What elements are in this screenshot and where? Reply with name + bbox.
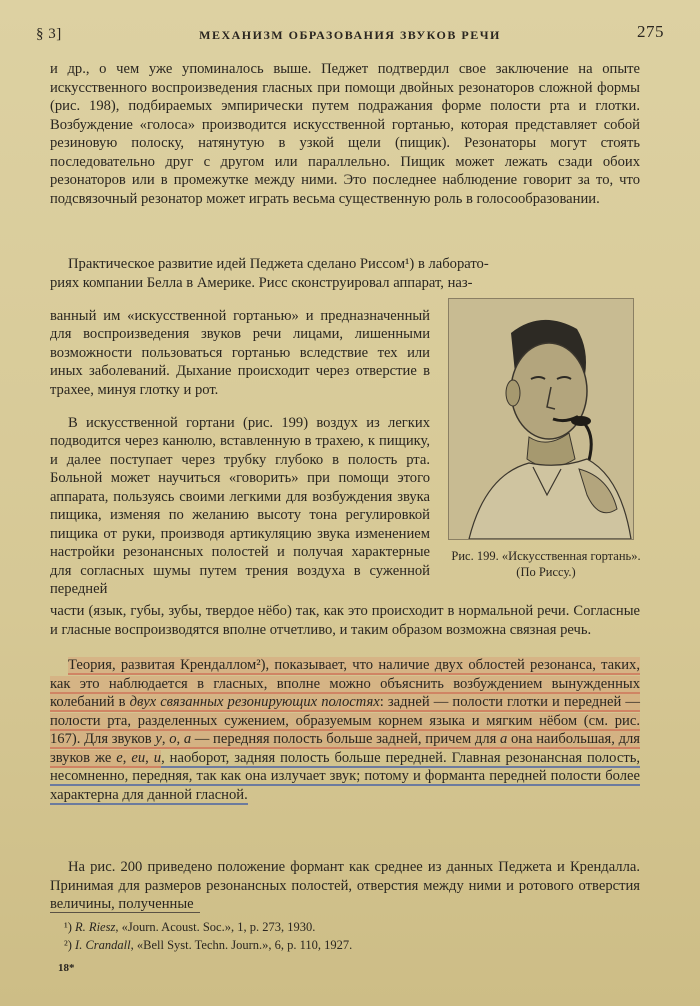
running-header [36, 22, 664, 50]
paragraph-artificial-larynx: В искусственной гортани (рис. 199) воздух из легких подводится через канюлю, вставленную в трахею, к пищику, и далее поступает через трубку глубоко в полость рта. Больной может научиться «говорить» при помощи этого аппарата, пользуясь своими легкими для возбуждения звука пищика, изменяя по желанию высоту тона регулировкой пищика от руки, производя артикуляцию звука изменением настройки резонансных полостей и получая характерные для согласных шумы путем трения воздуха в суженной передней [50, 414, 430, 598]
footnote-2: ²) I. Crandall, «Bell Syst. Techn. Journ.», 6, p. 110, 1927. [64, 938, 353, 952]
highlighted-text: Теория, развитая Крендаллом²), показывает, что наличие двух облостей резонанса, таких, как это наблюдается в гласных, вполне можно объяснить возбуждением вынужденных колебаний в [50, 657, 640, 710]
footnote-rule [50, 912, 200, 913]
paragraph-riesz-intro [50, 255, 640, 292]
footnote-1: ¹) R. Riesz, «Journ. Acoust. Soc.», 1, p. 273, 1930. [64, 920, 316, 934]
paragraph-paget [50, 60, 640, 208]
paragraph-line: Практическое развитие идей Педжета сделано Риссом¹) в лаборато- [68, 256, 489, 272]
footnotes [64, 918, 352, 954]
left-column-text [50, 292, 430, 613]
figure-artificial-larynx [448, 298, 634, 540]
figure-caption: Рис. 199. «Искусственная гортань». (По Риссу.) [451, 549, 641, 579]
paragraph-riesz-continued: ванный им «искусственной гортанью» и предназначенный для воспроизведения звуков речи лицами, лишенными возможности пользоваться гортанью вследствие тех или иных заболеваний. Дыхание происходит через отверстие в трахее, минуя глотку и рот. [50, 307, 430, 398]
page-number: 275 [637, 22, 664, 41]
running-title: МЕХАНИЗМ ОБРАЗОВАНИЯ ЗВУКОВ РЕЧИ [199, 28, 501, 42]
italic-term: двух связанных резонирующих полостях [129, 694, 380, 710]
underlined-text: , наоборот, задняя полость больше передней. Главная резонансная полость, несомненно, передняя, так как она излучает звук; потому и форманта передней полости более характерна для данной гласной. [50, 749, 641, 803]
paragraph-text: и др., о чем уже упоминалось выше. Педжет подтвердил свое заключение на опыте искусственного воспроизведения гласных при помощи двойных резонаторов сложной формы (рис. 198), подбираемых эмпирически путем подражания форме полости рта и глотки. Возбуждение «голоса» производится искусственной гортанью, которая представляет собой резиновую полоску, натянутую в узкой щели (пищик). Резонаторы могут стоять последовательно друг с другом или параллельно. Пищик может лежать сзади обоих резонаторов или в промежутке между ними. Это последнее наблюдение говорит за то, что подсвязочный резонатор может играть весьма существенную роль в голосообразовании. [50, 61, 640, 207]
paragraph-line: риях компании Белла в Америке. Рисс сконструировал аппарат, наз- [50, 274, 473, 291]
highlighted-text: : задней — полости глотки и передней — полости рта, разделенных сужением, образуемым корнем языка и мягким нёбом (см. рис. 167). Для звуков [50, 694, 640, 747]
paragraph-crandall-theory: Теория, развитая Крендаллом²), показывает, что наличие двух облостей резонанса, таких, как это наблюдается в гласных, вполне можно объяснить возбуждением вынужденных колебаний в двух связанных резонирующих полостях: задней — полости глотки и передней — полости рта, разделенных сужением, образуемым корнем языка и мягким нёбом (см. рис. 167). Для звуков у, о, а — передняя полость больше задней, причем для а она наибольшая, для звуков же е, еи, и, наоборот, задняя полость больше передней. Главная резонансная полость, несомненно, передняя, так как она излучает звук; потому и форманта передней полости более характерна для данной гласной. [50, 657, 641, 803]
paragraph-continuation [50, 602, 640, 639]
paragraph-text: На рис. 200 приведено положение формант как среднее из данных Педжета и Крендалла. Принимая для размеров резонансных полостей, отверстия между ними и ротового отверстия величины, полученные [50, 859, 640, 912]
portrait-illustration [449, 299, 633, 539]
section-marker: § 3] [36, 26, 62, 42]
signature-mark: 18* [58, 962, 75, 974]
paragraph-formants [50, 858, 640, 914]
paragraph-text: части (язык, губы, зубы, твердое нёбо) так, как это происходит в нормальной речи. Согласные и гласные воспроизводятся вполне отчетливо, и таким образом возможна связная речь. [50, 603, 640, 638]
